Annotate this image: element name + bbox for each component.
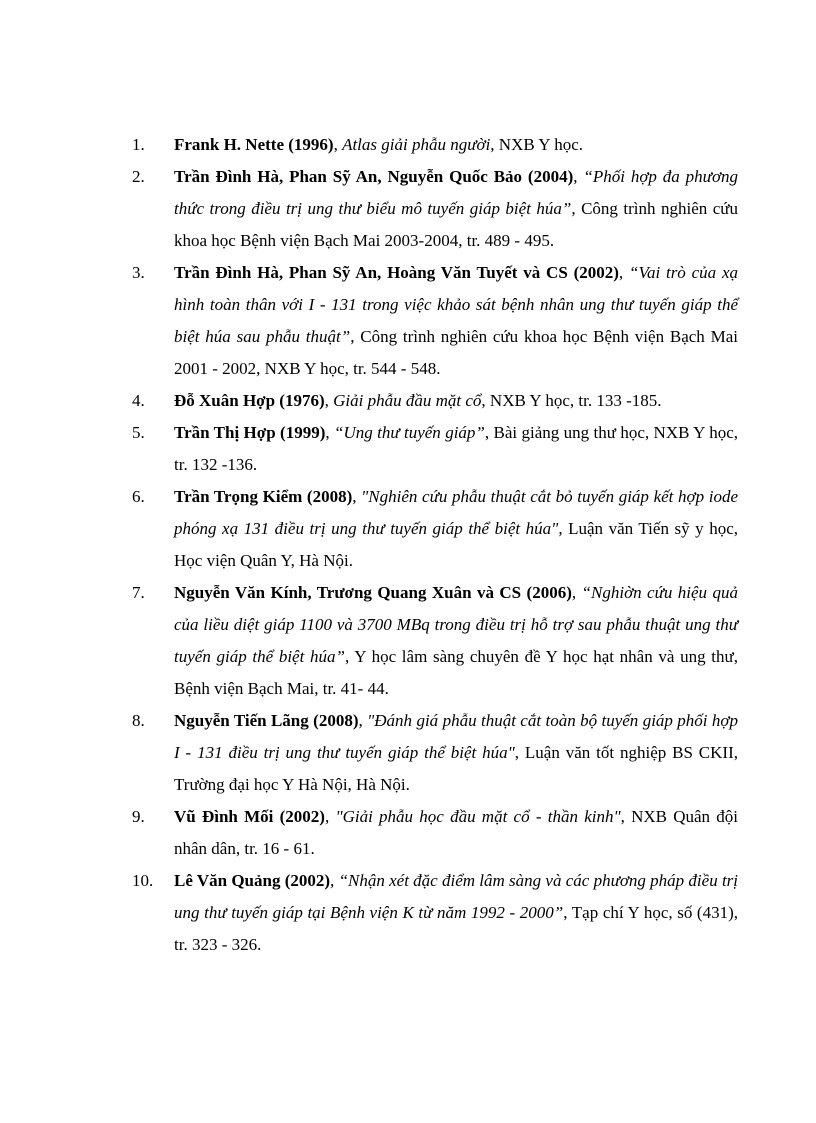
reference-item-1 [0,129,816,161]
reference-separator: , [358,711,368,730]
reference-title: "Đánh giá phẫu thuật cắt toàn bộ tuyến giáp phối hợp I - 131 điều trị ung thư tuyến giáp thể biệt húa" [174,711,739,762]
reference-separator: , [330,871,339,890]
reference-source: , Luận văn Tiến sỹ y học, Học viện Quân Y, Hà Nội. [174,519,738,570]
reference-title: "Nghiên cứu phẫu thuật cắt bỏ tuyến giáp kết hợp iode phóng xạ 131 điều trị ung thư tuyến giáp thể biệt húa" [174,487,738,538]
reference-authors: Vũ Đình Mối (2002) [174,807,325,826]
reference-title: “Nghiờn cứu hiệu quả của liều diệt giáp 1100 và 3700 MBq trong điều trị hỗ trợ sau phẫu thuật ung thư tuyến giáp thể biệt húa” [174,583,738,666]
reference-source: , Công trình nghiên cứu khoa học Bệnh viện Bạch Mai 2001 - 2002, NXB Y học, tr. 544 - 548. [174,327,738,378]
reference-item-10 [0,865,816,961]
reference-separator: , [352,487,362,506]
reference-number: 2. [132,167,145,186]
reference-item-6 [0,481,816,577]
reference-authors: Trần Đình Hà, Phan Sỹ An, Hoàng Văn Tuyết và CS (2002) [174,263,619,282]
reference-separator: , [618,263,629,282]
reference-authors: Trần Trọng Kiểm (2008) [174,487,353,506]
reference-item-2 [0,161,816,257]
reference-source: , NXB Y học, tr. 133 -185. [481,391,662,410]
reference-source: , NXB Y học. [490,135,583,154]
reference-source: , NXB Quân đội nhân dân, tr. 16 - 61. [174,807,739,858]
reference-item-5 [0,417,816,481]
reference-separator: , [325,423,334,442]
reference-source: , Y học lâm sàng chuyên đề Y học hạt nhân và ung thư, Bệnh viện Bạch Mai, tr. 41- 44. [174,647,738,698]
reference-item-7 [0,577,816,705]
reference-source: , Luận văn tốt nghiệp BS CKII, Trường đại học Y Hà Nội, Hà Nội. [174,743,738,794]
reference-authors: Nguyễn Văn Kính, Trương Quang Xuân và CS (2006) [174,583,572,602]
reference-number: 5. [132,423,145,442]
reference-authors: Trần Thị Hợp (1999) [174,423,326,442]
reference-number: 3. [132,263,145,282]
reference-authors: Đỗ Xuân Hợp (1976) [174,391,325,410]
reference-authors: Trần Đình Hà, Phan Sỹ An, Nguyễn Quốc Bảo (2004) [174,167,574,186]
reference-title: Giải phẫu đầu mặt cổ [333,391,482,410]
reference-separator: , [324,391,334,410]
reference-title: “Vai trò của xạ hình toàn thân với I - 131 trong việc khảo sát bệnh nhân ung thư tuyến giáp thể biệt húa sau phẫu thuật” [174,263,739,346]
reference-number: 8. [132,711,145,730]
reference-source: , Bài giảng ung thư học, NXB Y học, tr. 132 -136. [174,423,739,474]
reference-number: 6. [132,487,145,506]
reference-number: 7. [132,583,145,602]
reference-authors: Lê Văn Quảng (2002) [174,871,331,890]
reference-separator: , [573,167,584,186]
reference-list [0,129,816,961]
reference-separator: , [571,583,582,602]
reference-item-4 [0,385,816,417]
reference-title: "Giải phẫu học đầu mặt cổ - thần kinh" [335,807,621,826]
reference-title: “Phối hợp đa phương thức trong điều trị ung thư biểu mô tuyến giáp biệt húa” [174,167,739,218]
reference-separator: , [324,807,336,826]
reference-item-3 [0,257,816,385]
reference-item-8 [0,705,816,801]
reference-authors: Nguyễn Tiến Lãng (2008) [174,711,359,730]
reference-number: 4. [132,391,145,410]
reference-item-9 [0,801,816,865]
reference-source: , Công trình nghiên cứu khoa học Bệnh viện Bạch Mai 2003-2004, tr. 489 - 495. [174,199,738,250]
reference-separator: , [333,135,343,154]
reference-number: 1. [132,135,145,154]
reference-title: “Ung thư tuyến giáp” [334,423,485,442]
reference-title: Atlas giải phẫu người [342,135,491,154]
reference-title: “Nhận xét đặc điểm lâm sàng và các phương pháp điều trị ung thư tuyến giáp tại Bệnh viện K từ năm 1992 - 2000” [174,871,739,922]
reference-authors: Frank H. Nette (1996) [174,135,334,154]
reference-number: 9. [132,807,145,826]
reference-source: , Tạp chí Y học, số (431), tr. 323 - 326. [174,903,739,954]
reference-number: 10. [132,871,154,890]
